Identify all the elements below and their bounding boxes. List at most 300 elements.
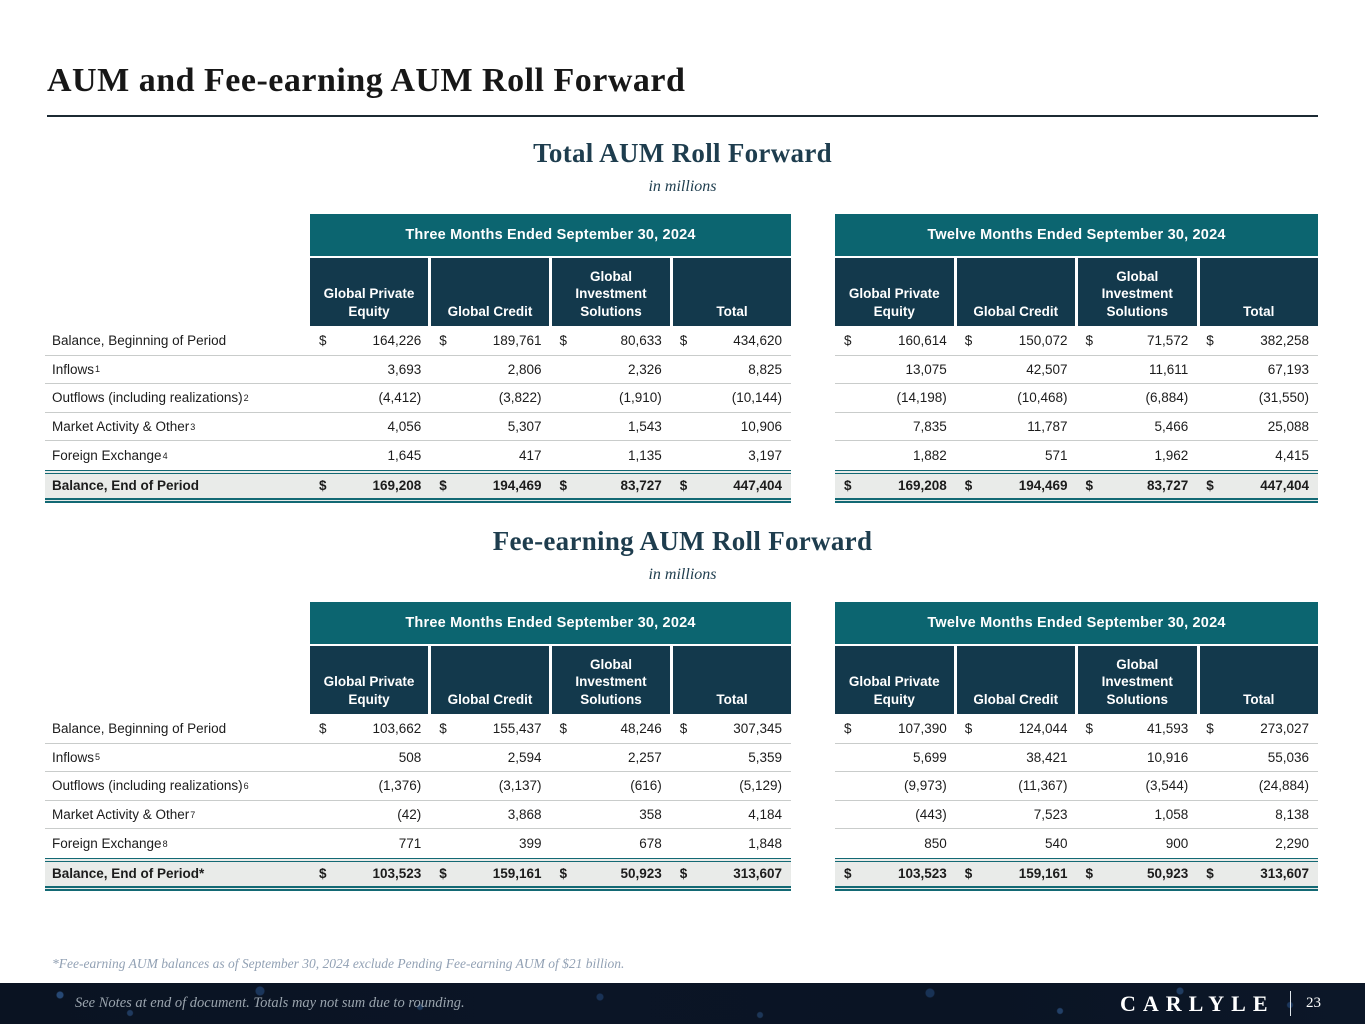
column-headers-right: [835, 646, 1318, 714]
page-number: 23: [1306, 995, 1321, 1011]
dollar-sign: $: [439, 721, 447, 737]
dollar-sign: $: [559, 866, 568, 882]
row-label: Balance, End of Period: [45, 470, 310, 503]
table-gap: [791, 327, 835, 356]
value: 164,226: [372, 333, 422, 349]
value: 5,307: [507, 419, 542, 435]
value-cell: [1077, 356, 1198, 385]
value-cell: [1197, 829, 1318, 858]
table-row: [45, 413, 1318, 442]
column-header: Global Private Equity: [835, 258, 954, 326]
dollar-sign: $: [1206, 333, 1214, 349]
table-total-row: [45, 470, 1318, 503]
table-row: [45, 772, 1318, 801]
table-gap: [791, 441, 835, 470]
dollar-sign: $: [964, 721, 973, 737]
value-cell: [551, 744, 671, 773]
value-cell: [430, 413, 550, 442]
value-cell: [671, 772, 791, 801]
value-cell: [551, 413, 671, 442]
value: 8,825: [748, 361, 782, 377]
value-cell: [671, 744, 791, 773]
value-cell: [310, 801, 430, 830]
value-cell: [1197, 772, 1318, 801]
row-label: Balance, End of Period*: [45, 858, 310, 891]
value: 273,027: [1260, 721, 1309, 737]
value-cell: [430, 356, 550, 385]
value: 1,962: [1154, 448, 1189, 464]
value: 169,208: [372, 478, 422, 494]
value-cell: [956, 413, 1077, 442]
value: 194,469: [492, 478, 542, 494]
dollar-sign: $: [679, 866, 688, 882]
value: 80,633: [620, 333, 662, 349]
column-header: Global Private Equity: [310, 646, 428, 714]
value-cell: [956, 356, 1077, 385]
value-cell: [671, 327, 791, 356]
row-label: Foreign Exchange 8: [52, 836, 168, 852]
table-row: [45, 744, 1318, 773]
value-cell: [310, 384, 430, 413]
title-divider: [47, 115, 1318, 117]
value: 1,882: [912, 448, 947, 464]
value: 358: [639, 807, 662, 823]
dollar-sign: $: [964, 333, 973, 349]
value: 313,607: [733, 866, 782, 882]
value: 540: [1044, 836, 1068, 852]
table-gap: [791, 470, 835, 503]
value: 3,868: [507, 807, 542, 823]
value: (6,884): [1145, 390, 1189, 406]
row-label: Market Activity & Other 3: [45, 413, 310, 442]
value: 447,404: [1260, 478, 1309, 494]
footnote: *Fee-earning AUM balances as of September 30, 2024 exclude Pending Fee-earning AUM of $21 billion.: [52, 956, 625, 971]
section-title: Fee-earning AUM Roll Forward: [492, 526, 873, 556]
value: 83,727: [620, 478, 662, 494]
value-cell: [956, 744, 1077, 773]
value: 1,848: [748, 836, 782, 852]
value: 55,036: [1267, 749, 1309, 765]
value-cell: [310, 356, 430, 385]
column-header: Global Investment Solutions: [552, 646, 670, 714]
value: 48,246: [620, 721, 662, 737]
value: 2,326: [627, 361, 662, 377]
value: 771: [398, 836, 422, 852]
column-header: Global Investment Solutions: [1078, 258, 1197, 326]
dollar-sign: $: [559, 721, 568, 737]
table-gap: [791, 384, 835, 413]
value-cell: [310, 772, 430, 801]
dollar-sign: $: [559, 333, 568, 349]
value: 13,075: [905, 361, 947, 377]
value-cell: [671, 384, 791, 413]
value: 7,835: [912, 419, 947, 435]
value: (616): [630, 778, 662, 794]
value-cell: [1077, 858, 1198, 891]
value: 159,161: [492, 866, 542, 882]
footer-bar: [0, 983, 1365, 1024]
section-total-aum: [0, 138, 1365, 518]
value: (5,129): [739, 778, 782, 794]
period-header-twelve-months: Twelve Months Ended September 30, 2024: [835, 214, 1318, 256]
value: 4,184: [748, 807, 782, 823]
value: 50,923: [620, 866, 662, 882]
value-cell: [671, 801, 791, 830]
value: 42,507: [1026, 361, 1068, 377]
value-cell: [310, 413, 430, 442]
column-header: Total: [673, 646, 791, 714]
value: 10,906: [740, 419, 782, 435]
table-gap: [791, 829, 835, 858]
value: 41,593: [1146, 721, 1189, 737]
value: 8,138: [1275, 807, 1309, 823]
value-cell: [956, 470, 1077, 503]
column-header: Total: [673, 258, 791, 326]
value-cell: [1197, 441, 1318, 470]
value: 67,193: [1267, 361, 1309, 377]
value: 2,290: [1275, 836, 1309, 852]
value: 10,916: [1146, 749, 1189, 765]
value-cell: [835, 744, 956, 773]
value-cell: [835, 384, 956, 413]
value: 417: [518, 448, 542, 464]
carlyle-logo: CARLYLE: [1119, 990, 1275, 1016]
value: 50,923: [1146, 866, 1189, 882]
value: 107,390: [897, 721, 947, 737]
value: 71,572: [1146, 333, 1189, 349]
value: (3,544): [1145, 778, 1189, 794]
value-cell: [310, 327, 430, 356]
dollar-sign: $: [319, 721, 327, 737]
value: (14,198): [896, 390, 947, 406]
value: 11,787: [1027, 419, 1068, 435]
value-cell: [956, 441, 1077, 470]
value-cell: [956, 801, 1077, 830]
value-cell: [1077, 772, 1198, 801]
table-rows: [45, 327, 1318, 503]
value-cell: [835, 413, 956, 442]
table-gap: [791, 715, 835, 744]
page-title: AUM and Fee-earning AUM Roll Forward: [47, 62, 686, 99]
value-cell: [1197, 858, 1318, 891]
dollar-sign: $: [964, 478, 973, 494]
value-cell: [1077, 384, 1198, 413]
value-cell: [310, 715, 430, 744]
value-cell: [956, 327, 1077, 356]
value: 38,421: [1026, 749, 1068, 765]
value-cell: [310, 470, 430, 503]
value-cell: [956, 772, 1077, 801]
section-subtitle: in millions: [648, 566, 717, 583]
dollar-sign: $: [844, 866, 852, 882]
row-label: Inflows 1: [45, 356, 310, 385]
value-cell: [671, 441, 791, 470]
value: (443): [915, 807, 947, 823]
value-cell: [835, 470, 956, 503]
value: 150,072: [1018, 333, 1068, 349]
dollar-sign: $: [439, 478, 447, 494]
value: (24,884): [1258, 778, 1309, 794]
value-cell: [1197, 470, 1318, 503]
dollar-sign: $: [319, 478, 327, 494]
dollar-sign: $: [439, 866, 447, 882]
value-cell: [551, 715, 671, 744]
footer-note: See Notes at end of document. Totals may not sum due to rounding.: [75, 995, 465, 1011]
value-cell: [430, 384, 550, 413]
value-cell: [430, 801, 550, 830]
value-cell: [310, 858, 430, 891]
value: 1,135: [627, 448, 662, 464]
value: 434,620: [733, 333, 782, 349]
value: 7,523: [1033, 807, 1068, 823]
value: 103,662: [372, 721, 422, 737]
table-row: [45, 801, 1318, 830]
dollar-sign: $: [319, 333, 327, 349]
value: 3,197: [748, 448, 782, 464]
value-cell: [835, 441, 956, 470]
section-title: Total AUM Roll Forward: [533, 138, 832, 168]
column-header: Global Credit: [957, 646, 1076, 714]
dollar-sign: $: [319, 866, 327, 882]
column-header: Global Investment Solutions: [552, 258, 670, 326]
row-label: Balance, Beginning of Period: [45, 327, 310, 356]
row-label: Foreign Exchange 4: [52, 448, 168, 464]
value: 571: [1044, 448, 1068, 464]
value-cell: [310, 441, 430, 470]
column-header: Total: [1200, 646, 1319, 714]
column-header: Global Credit: [431, 258, 549, 326]
value: (31,550): [1258, 390, 1309, 406]
value: (10,468): [1017, 390, 1068, 406]
value-cell: [1077, 413, 1198, 442]
value-cell: [835, 327, 956, 356]
value-cell: [1077, 715, 1198, 744]
dollar-sign: $: [559, 478, 568, 494]
value: 124,044: [1018, 721, 1068, 737]
value-cell: [430, 772, 550, 801]
dollar-sign: $: [844, 478, 852, 494]
value-cell: [551, 772, 671, 801]
value: 2,257: [627, 749, 662, 765]
value: 1,645: [387, 448, 422, 464]
value-cell: [956, 829, 1077, 858]
value: 160,614: [897, 333, 947, 349]
dollar-sign: $: [1206, 866, 1214, 882]
value: 155,437: [492, 721, 542, 737]
dollar-sign: $: [679, 478, 688, 494]
column-header: Total: [1200, 258, 1319, 326]
value: 678: [639, 836, 662, 852]
value-cell: [551, 829, 671, 858]
brand-block: [1120, 983, 1321, 1024]
value: 11,611: [1148, 361, 1189, 377]
dollar-sign: $: [1206, 478, 1214, 494]
value-cell: [1077, 327, 1198, 356]
value-cell: [551, 384, 671, 413]
row-label: Market Activity & Other 7: [45, 801, 310, 830]
table-row: [45, 384, 1318, 413]
value: (3,822): [498, 390, 542, 406]
value: 194,469: [1018, 478, 1068, 494]
column-headers-right: [835, 258, 1318, 326]
value: (4,412): [378, 390, 422, 406]
value: 2,806: [507, 361, 542, 377]
value-cell: [551, 327, 671, 356]
row-label: Outflows (including realizations) 2: [45, 384, 310, 413]
value-cell: [835, 356, 956, 385]
value-cell: [310, 829, 430, 858]
value-cell: [430, 441, 550, 470]
table-total-row: [45, 858, 1318, 891]
value-cell: [430, 470, 550, 503]
value-cell: [551, 858, 671, 891]
value: (1,376): [378, 778, 422, 794]
value: 307,345: [733, 721, 782, 737]
value: (42): [397, 807, 422, 823]
value-cell: [551, 470, 671, 503]
table-gap: [791, 356, 835, 385]
column-header: Global Private Equity: [310, 258, 428, 326]
value-cell: [671, 715, 791, 744]
table-gap: [791, 772, 835, 801]
value-cell: [1197, 384, 1318, 413]
table-gap: [791, 858, 835, 891]
table-gap: [791, 744, 835, 773]
value: 3,693: [387, 361, 422, 377]
value: (3,137): [498, 778, 542, 794]
dollar-sign: $: [1085, 866, 1094, 882]
value: 313,607: [1260, 866, 1309, 882]
value-cell: [430, 744, 550, 773]
column-header: Global Credit: [431, 646, 549, 714]
value: 103,523: [897, 866, 947, 882]
period-header-twelve-months: Twelve Months Ended September 30, 2024: [835, 602, 1318, 644]
dollar-sign: $: [964, 866, 973, 882]
value: 5,699: [912, 749, 947, 765]
dollar-sign: $: [1206, 721, 1214, 737]
value: 169,208: [897, 478, 947, 494]
value: 83,727: [1146, 478, 1189, 494]
column-header: Global Credit: [957, 258, 1076, 326]
value: 159,161: [1018, 866, 1068, 882]
period-header-three-months: Three Months Ended September 30, 2024: [310, 214, 791, 256]
dollar-sign: $: [844, 721, 852, 737]
dollar-sign: $: [1085, 721, 1094, 737]
dollar-sign: $: [439, 333, 447, 349]
column-headers-left: [310, 646, 791, 714]
value-cell: [551, 356, 671, 385]
value: 382,258: [1260, 333, 1309, 349]
column-headers-left: [310, 258, 791, 326]
value-cell: [671, 413, 791, 442]
value: 1,543: [627, 419, 662, 435]
value-cell: [671, 858, 791, 891]
value: (10,144): [731, 390, 782, 406]
table-row: [45, 441, 1318, 470]
value: 900: [1165, 836, 1189, 852]
row-label: Inflows 5: [45, 744, 310, 773]
value: 2,594: [507, 749, 542, 765]
value-cell: [1077, 441, 1198, 470]
section-fee-earning-aum: [0, 526, 1365, 906]
column-header: Global Private Equity: [835, 646, 954, 714]
value: 5,359: [748, 749, 782, 765]
table-row: [45, 829, 1318, 858]
value-cell: [551, 801, 671, 830]
row-label: Balance, Beginning of Period: [45, 715, 310, 744]
value: (11,367): [1018, 778, 1068, 794]
column-header: Global Investment Solutions: [1078, 646, 1197, 714]
value: 1,058: [1154, 807, 1189, 823]
table-gap: [791, 801, 835, 830]
dollar-sign: $: [679, 333, 688, 349]
value: (9,973): [903, 778, 947, 794]
table-gap: [791, 413, 835, 442]
section-subtitle: in millions: [648, 178, 717, 195]
value: 25,088: [1267, 419, 1309, 435]
value-cell: [835, 772, 956, 801]
table-row: [45, 356, 1318, 385]
value-cell: [1077, 829, 1198, 858]
value-cell: [430, 829, 550, 858]
value: 508: [398, 749, 422, 765]
value-cell: [835, 801, 956, 830]
table-rows: [45, 715, 1318, 891]
value-cell: [1197, 327, 1318, 356]
value-cell: [1077, 744, 1198, 773]
period-header-three-months: Three Months Ended September 30, 2024: [310, 602, 791, 644]
value-cell: [551, 441, 671, 470]
dollar-sign: $: [1085, 333, 1094, 349]
table-row: [45, 327, 1318, 356]
value-cell: [1197, 715, 1318, 744]
value-cell: [956, 858, 1077, 891]
value-cell: [835, 858, 956, 891]
dollar-sign: $: [679, 721, 688, 737]
value-cell: [835, 829, 956, 858]
value-cell: [1197, 356, 1318, 385]
value-cell: [1197, 744, 1318, 773]
value: (1,910): [618, 390, 662, 406]
brand-separator: [1290, 991, 1292, 1016]
value-cell: [1197, 801, 1318, 830]
row-label: Outflows (including realizations) 6: [45, 772, 310, 801]
value-cell: [430, 858, 550, 891]
value-cell: [1197, 413, 1318, 442]
value-cell: [956, 715, 1077, 744]
value-cell: [835, 715, 956, 744]
value-cell: [671, 356, 791, 385]
value-cell: [430, 327, 550, 356]
table-row: [45, 715, 1318, 744]
value-cell: [310, 744, 430, 773]
value-cell: [1077, 801, 1198, 830]
value: 447,404: [733, 478, 782, 494]
value-cell: [1077, 470, 1198, 503]
value: 4,415: [1275, 448, 1309, 464]
value-cell: [671, 470, 791, 503]
value: 189,761: [492, 333, 542, 349]
value: 399: [518, 836, 542, 852]
value-cell: [956, 384, 1077, 413]
dollar-sign: $: [1085, 478, 1094, 494]
value: 103,523: [372, 866, 422, 882]
value: 4,056: [387, 419, 422, 435]
value-cell: [671, 829, 791, 858]
dollar-sign: $: [844, 333, 852, 349]
value-cell: [430, 715, 550, 744]
value: 5,466: [1154, 419, 1189, 435]
